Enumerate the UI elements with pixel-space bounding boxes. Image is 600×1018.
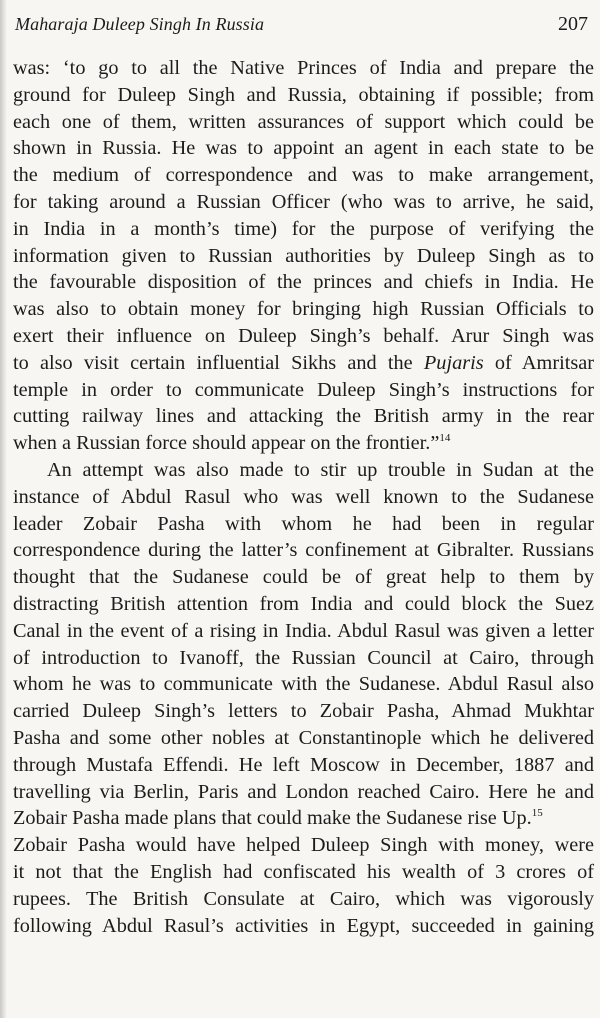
text-line — [13, 430, 594, 457]
text-fragment: when a Russian force should appear on the frontier.” — [13, 432, 440, 455]
text-fragment: to also visit certain influential Sikhs and the — [13, 351, 424, 374]
page-number: 207 — [558, 13, 588, 35]
italic-term-pujaris: Pujaris — [423, 351, 484, 374]
text-line: for taking around a Russian Officer (who was to arrive, he said, — [13, 190, 594, 213]
text-line — [13, 805, 594, 832]
text-line: leader Zobair Pasha with whom he had been in regular — [13, 512, 594, 535]
text-line: exert their influence on Duleep Singh’s behalf. Arur Singh was — [13, 324, 594, 347]
text-line: instance of Abdul Rasul who was well known to the Sudanese — [13, 485, 594, 508]
text-line: in India in a month’s time) for the purpose of verifying the — [13, 217, 594, 240]
text-line: correspondence during the latter’s confinement at Gibralter. Russians — [13, 539, 594, 562]
text-line: of introduction to Ivanoff, the Russian Council at Cairo, through — [13, 646, 594, 669]
text-fragment: of Amritsar — [483, 351, 594, 374]
text-line: ground for Duleep Singh and Russia, obtaining if possible; from — [13, 83, 594, 106]
text-line: cutting railway lines and attacking the British army in the rear — [13, 405, 594, 428]
text-line: Pasha and some other nobles at Constantinople which he delivered — [13, 726, 594, 749]
text-line: shown in Russia. He was to appoint an agent in each state to be — [13, 137, 594, 160]
text-line: each one of them, written assurances of support which could be — [13, 110, 594, 133]
text-line: the medium of correspondence and was to make arrangement, — [13, 164, 594, 187]
text-line — [13, 350, 594, 377]
text-line: travelling via Berlin, Paris and London reached Cairo. Here he and — [13, 780, 594, 803]
text-line: it not that the English had confiscated his wealth of 3 crores of — [13, 860, 594, 883]
page-gutter-shadow — [0, 0, 7, 1018]
text-line: following Abdul Rasul’s activities in Egypt, succeeded in gaining — [13, 914, 594, 937]
text-line: Zobair Pasha would have helped Duleep Singh with money, were — [13, 834, 594, 857]
text-line: was also to obtain money for bringing high Russian Officials to — [13, 298, 594, 321]
text-line: thought that the Sudanese could be of great help to them by — [13, 566, 594, 589]
text-line: Canal in the event of a rising in India. Abdul Rasul was given a letter — [13, 619, 594, 642]
text-line: was: ‘to go to all the Native Princes of India and prepare the — [13, 57, 594, 79]
text-fragment: Zobair Pasha made plans that could make the Sudanese rise Up. — [13, 807, 532, 830]
footnote-marker-14: 14 — [439, 432, 451, 445]
text-line: distracting British attention from India and could block the Suez — [13, 592, 594, 615]
text-line: information given to Russian authorities by Duleep Singh as to — [13, 244, 594, 267]
running-title: Maharaja Duleep Singh In Russia — [15, 14, 265, 34]
text-line: temple in order to communicate Duleep Singh’s instructions for — [13, 378, 594, 401]
text-line: rupees. The British Consulate at Cairo, which was vigorously — [13, 887, 594, 910]
text-line: the favourable disposition of the princes and chiefs in India. He — [13, 271, 594, 294]
footnote-marker-15: 15 — [531, 807, 543, 820]
text-line: whom he was to communicate with the Sudanese. Abdul Rasul also — [13, 673, 594, 696]
text-line: An attempt was also made to stir up trouble in Sudan at the — [47, 458, 594, 481]
body-text — [13, 55, 594, 939]
text-line: through Mustafa Effendi. He left Moscow in December, 1887 and — [13, 753, 594, 776]
text-line: carried Duleep Singh’s letters to Zobair Pasha, Ahmad Mukhtar — [13, 700, 594, 723]
page-header — [15, 14, 588, 42]
